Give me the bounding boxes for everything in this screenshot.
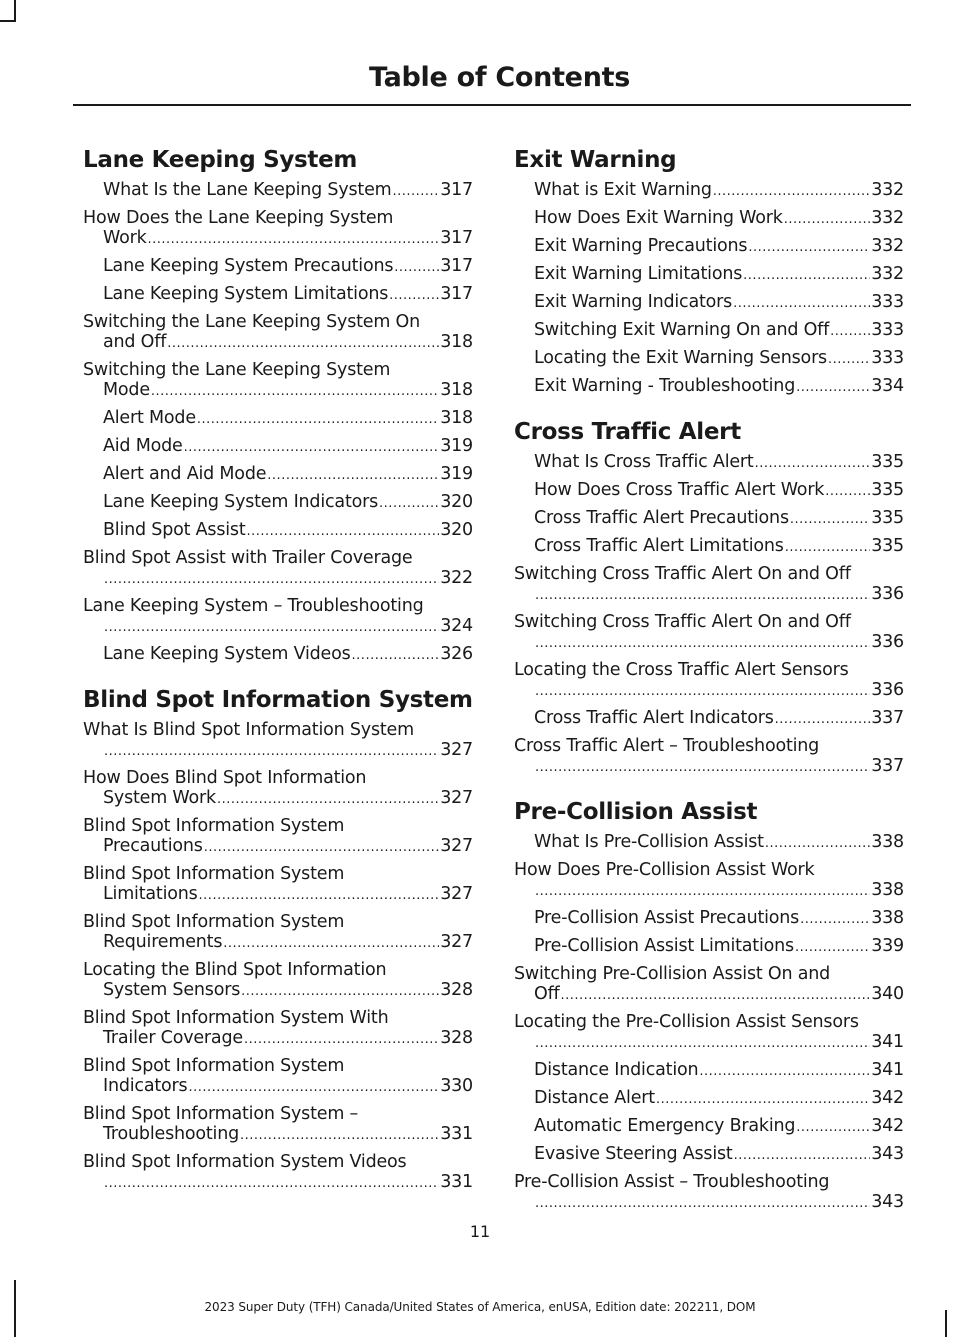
entry-page-number: 341 (871, 1032, 904, 1052)
toc-entry[interactable] (83, 596, 473, 638)
dot-leader (241, 982, 439, 1002)
entry-page-number: 318 (440, 408, 473, 428)
entry-page-number: 332 (871, 264, 904, 284)
entry-label: What Is Cross Traffic Alert (534, 452, 754, 472)
dot-leader (828, 350, 870, 370)
dot-leader (247, 522, 440, 542)
toc-entry[interactable] (514, 660, 904, 702)
entry-page-number: 331 (440, 1124, 473, 1144)
entry-label: Work (103, 228, 147, 248)
toc-entry[interactable] (514, 1172, 904, 1214)
entry-label: Lane Keeping System – Troubleshooting (83, 596, 424, 616)
entry-page-number: 328 (440, 1028, 473, 1048)
toc-entry[interactable] (514, 964, 904, 1006)
dot-leader (800, 910, 870, 930)
dot-leader (104, 618, 439, 638)
dot-leader (167, 334, 439, 354)
dot-leader (204, 838, 439, 858)
toc-entry[interactable] (514, 452, 904, 474)
entry-label: Blind Spot Information System (83, 816, 345, 836)
dot-leader (775, 710, 871, 730)
entry-page-number: 322 (440, 568, 473, 588)
entry-label: Switching Exit Warning On and Off (534, 320, 830, 340)
entry-page-number: 332 (871, 180, 904, 200)
entry-page-number: 324 (440, 616, 473, 636)
entry-label: How Does Pre-Collision Assist Work (514, 860, 815, 880)
page-number: 11 (469, 1222, 491, 1241)
dot-leader (825, 482, 870, 502)
entry-page-number: 339 (871, 936, 904, 956)
dot-leader (535, 682, 870, 702)
header-divider (73, 104, 911, 106)
toc-entry[interactable] (514, 936, 904, 958)
entry-page-number: 334 (871, 376, 904, 396)
entry-label: Requirements (103, 932, 223, 952)
toc-entry[interactable] (514, 208, 904, 230)
entry-label: Blind Spot Information System (83, 912, 345, 932)
entry-page-number: 337 (871, 708, 904, 728)
entry-page-number: 342 (871, 1088, 904, 1108)
entry-label: Trailer Coverage (103, 1028, 243, 1048)
toc-entry[interactable] (514, 348, 904, 370)
entry-label: Limitations (103, 884, 198, 904)
dot-leader (148, 230, 440, 250)
dot-leader (393, 182, 440, 202)
toc-entry[interactable] (83, 960, 473, 1002)
dot-leader (699, 1062, 870, 1082)
entry-page-number: 317 (440, 180, 473, 200)
entry-page-number: 338 (871, 832, 904, 852)
dot-leader (535, 586, 870, 606)
dot-leader (790, 510, 870, 530)
entry-page-number: 333 (871, 292, 904, 312)
entry-label: How Does the Lane Keeping System (83, 208, 394, 228)
entry-page-number: 317 (440, 228, 473, 248)
toc-entry[interactable] (514, 1144, 904, 1166)
entry-label: Lane Keeping System Precautions (103, 256, 394, 276)
entry-page-number: 341 (871, 1060, 904, 1080)
entry-label: Blind Spot Information System Videos (83, 1152, 407, 1172)
entry-page-number: 320 (440, 492, 473, 512)
entry-label: Exit Warning Limitations (534, 264, 743, 284)
crop-mark (14, 0, 16, 20)
entry-page-number: 332 (871, 236, 904, 256)
entry-label: Pre-Collision Assist Precautions (534, 908, 800, 928)
dot-leader (748, 238, 870, 258)
entry-label: Locating the Pre-Collision Assist Sensors (514, 1012, 859, 1032)
toc-entry[interactable] (514, 908, 904, 930)
entry-label: Precautions (103, 836, 203, 856)
entry-page-number: 327 (440, 740, 473, 760)
toc-entry[interactable] (83, 816, 473, 858)
dot-leader (217, 790, 439, 810)
entry-page-number: 327 (440, 932, 473, 952)
toc-entry[interactable] (83, 256, 473, 278)
dot-leader (394, 258, 439, 278)
toc-entry[interactable] (514, 612, 904, 654)
entry-page-number: 343 (871, 1144, 904, 1164)
dot-leader (535, 758, 870, 778)
dot-leader (561, 986, 871, 1006)
entry-label: and Off (103, 332, 167, 352)
entry-page-number: 327 (440, 836, 473, 856)
dot-leader (796, 1118, 870, 1138)
dot-leader (104, 742, 439, 762)
dot-leader (784, 210, 870, 230)
toc-section (83, 146, 473, 666)
entry-label: Locating the Exit Warning Sensors (534, 348, 827, 368)
entry-label: Pre-Collision Assist – Troubleshooting (514, 1172, 830, 1192)
toc-entry[interactable] (514, 736, 904, 778)
page-title: Table of Contents (368, 62, 630, 93)
toc-entry[interactable] (83, 312, 473, 354)
section-title: Cross Traffic Alert (514, 419, 741, 445)
entry-label: Lane Keeping System Limitations (103, 284, 389, 304)
entry-page-number: 338 (871, 880, 904, 900)
entry-label: Cross Traffic Alert Indicators (534, 708, 774, 728)
dot-leader (755, 454, 871, 474)
entry-page-number: 336 (871, 680, 904, 700)
dot-leader (379, 494, 439, 514)
entry-label: Lane Keeping System Indicators (103, 492, 379, 512)
entry-page-number: 333 (871, 348, 904, 368)
entry-page-number: 331 (440, 1172, 473, 1192)
toc-entry[interactable] (83, 1008, 473, 1050)
entry-label: Troubleshooting (103, 1124, 240, 1144)
toc-entry[interactable] (83, 912, 473, 954)
entry-label: Distance Alert (534, 1088, 655, 1108)
toc-entry[interactable] (83, 768, 473, 810)
dot-leader (104, 1174, 439, 1194)
section-title: Exit Warning (514, 147, 677, 173)
entry-label: Blind Spot Assist with Trailer Coverage (83, 548, 413, 568)
entry-label: Lane Keeping System Videos (103, 644, 351, 664)
toc-entry[interactable] (83, 464, 473, 486)
toc-entry[interactable] (83, 360, 473, 402)
toc-entry[interactable] (514, 1088, 904, 1110)
toc-entry[interactable] (514, 564, 904, 606)
entry-label: Switching the Lane Keeping System (83, 360, 391, 380)
entry-label: System Sensors (103, 980, 241, 1000)
toc-entry[interactable] (83, 720, 473, 762)
entry-page-number: 333 (871, 320, 904, 340)
entry-label: How Does Exit Warning Work (534, 208, 783, 228)
entry-label: Exit Warning Precautions (534, 236, 748, 256)
entry-page-number: 318 (440, 380, 473, 400)
dot-leader (733, 294, 870, 314)
entry-label: What Is the Lane Keeping System (103, 180, 392, 200)
dot-leader (535, 882, 870, 902)
entry-page-number: 320 (440, 520, 473, 540)
entry-label: How Does Blind Spot Information (83, 768, 367, 788)
toc-section (514, 146, 904, 398)
dot-leader (535, 634, 870, 654)
entry-page-number: 317 (440, 256, 473, 276)
entry-page-number: 318 (440, 332, 473, 352)
toc-entry[interactable] (514, 508, 904, 530)
toc-entry[interactable] (83, 1104, 473, 1146)
toc-entry[interactable] (83, 208, 473, 250)
dot-leader (197, 410, 439, 430)
entry-label: Exit Warning Indicators (534, 292, 733, 312)
entry-label: Evasive Steering Assist (534, 1144, 733, 1164)
toc-entry[interactable] (514, 376, 904, 398)
entry-page-number: 335 (871, 536, 904, 556)
entry-page-number: 328 (440, 980, 473, 1000)
entry-label: Automatic Emergency Braking (534, 1116, 796, 1136)
dot-leader (535, 1194, 870, 1214)
entry-label: Distance Indication (534, 1060, 699, 1080)
section-title: Blind Spot Information System (83, 687, 473, 713)
entry-page-number: 317 (440, 284, 473, 304)
crop-mark (0, 20, 16, 22)
toc-entry[interactable] (514, 832, 904, 854)
toc-entry[interactable] (83, 492, 473, 514)
crop-mark (945, 1310, 947, 1337)
dot-leader (796, 378, 870, 398)
entry-page-number: 332 (871, 208, 904, 228)
toc-entry[interactable] (83, 1056, 473, 1098)
dot-leader (244, 1030, 439, 1050)
entry-label: Blind Spot Information System – (83, 1104, 359, 1124)
section-title: Pre-Collision Assist (514, 799, 758, 825)
entry-page-number: 335 (871, 508, 904, 528)
entry-page-number: 335 (871, 480, 904, 500)
dot-leader (240, 1126, 439, 1146)
entry-page-number: 336 (871, 632, 904, 652)
entry-page-number: 336 (871, 584, 904, 604)
entry-page-number: 337 (871, 756, 904, 776)
dot-leader (656, 1090, 870, 1110)
dot-leader (535, 1034, 870, 1054)
toc-section (514, 418, 904, 778)
entry-label: Switching Cross Traffic Alert On and Off (514, 564, 851, 584)
entry-label: Switching the Lane Keeping System On (83, 312, 421, 332)
entry-label: Blind Spot Information System With (83, 1008, 389, 1028)
section-title: Lane Keeping System (83, 147, 358, 173)
toc-entry[interactable] (83, 644, 473, 666)
toc-entry[interactable] (514, 536, 904, 558)
entry-label: Cross Traffic Alert Precautions (534, 508, 789, 528)
dot-leader (199, 886, 440, 906)
dot-leader (389, 286, 439, 306)
toc-column-left (83, 146, 473, 1214)
toc-entry[interactable] (83, 520, 473, 542)
entry-label: Cross Traffic Alert Limitations (534, 536, 784, 556)
entry-page-number: 319 (440, 436, 473, 456)
toc-section (83, 686, 473, 1194)
entry-label: Locating the Blind Spot Information (83, 960, 387, 980)
toc-entry[interactable] (514, 1116, 904, 1138)
entry-label: Switching Cross Traffic Alert On and Off (514, 612, 851, 632)
entry-page-number: 343 (871, 1192, 904, 1212)
entry-label: What Is Pre-Collision Assist (534, 832, 764, 852)
toc-entry[interactable] (83, 180, 473, 202)
entry-label: Exit Warning - Troubleshooting (534, 376, 796, 396)
dot-leader (151, 382, 439, 402)
entry-page-number: 326 (440, 644, 473, 664)
footer-edition-text: 2023 Super Duty (TFH) Canada/United States of America, enUSA, Edition date: 202211, DOM (204, 1300, 756, 1314)
entry-label: Off (534, 984, 560, 1004)
dot-leader (765, 834, 870, 854)
toc-entry[interactable] (83, 1152, 473, 1194)
dot-leader (743, 266, 870, 286)
entry-label: Cross Traffic Alert – Troubleshooting (514, 736, 820, 756)
dot-leader (830, 322, 870, 342)
entry-label: Locating the Cross Traffic Alert Sensors (514, 660, 849, 680)
toc-entry[interactable] (83, 436, 473, 458)
toc-entry[interactable] (514, 180, 904, 202)
entry-label: Blind Spot Information System (83, 864, 345, 884)
toc-entry[interactable] (514, 480, 904, 502)
toc-entry[interactable] (514, 264, 904, 286)
toc-entry[interactable] (514, 320, 904, 342)
entry-page-number: 330 (440, 1076, 473, 1096)
toc-entry[interactable] (514, 292, 904, 314)
entry-page-number: 342 (871, 1116, 904, 1136)
entry-label: Pre-Collision Assist Limitations (534, 936, 794, 956)
toc-entry[interactable] (83, 284, 473, 306)
toc-entry[interactable] (514, 1012, 904, 1054)
entry-page-number: 319 (440, 464, 473, 484)
dot-leader (352, 646, 440, 666)
entry-page-number: 335 (871, 452, 904, 472)
entry-label: What is Exit Warning (534, 180, 712, 200)
dot-leader (713, 182, 870, 202)
dot-leader (267, 466, 439, 486)
entry-label: Blind Spot Assist (103, 520, 246, 540)
entry-label: Mode (103, 380, 150, 400)
entry-page-number: 327 (440, 788, 473, 808)
entry-label: Alert and Aid Mode (103, 464, 267, 484)
entry-label: Switching Pre-Collision Assist On and (514, 964, 831, 984)
toc-entry[interactable] (514, 860, 904, 902)
dot-leader (223, 934, 439, 954)
dot-leader (795, 938, 870, 958)
toc-entry[interactable] (514, 708, 904, 730)
toc-section (514, 798, 904, 1214)
toc-entry[interactable] (514, 236, 904, 258)
toc-entry[interactable] (83, 864, 473, 906)
dot-leader (734, 1146, 871, 1166)
entry-label: What Is Blind Spot Information System (83, 720, 414, 740)
toc-entry[interactable] (514, 1060, 904, 1082)
toc-entry[interactable] (83, 408, 473, 430)
entry-label: System Work (103, 788, 216, 808)
entry-page-number: 340 (871, 984, 904, 1004)
dot-leader (188, 1078, 439, 1098)
entry-label: How Does Cross Traffic Alert Work (534, 480, 825, 500)
entry-label: Alert Mode (103, 408, 196, 428)
dot-leader (184, 438, 440, 458)
toc-column-right (514, 146, 904, 1234)
dot-leader (104, 570, 439, 590)
entry-label: Indicators (103, 1076, 188, 1096)
entry-label: Aid Mode (103, 436, 183, 456)
entry-page-number: 338 (871, 908, 904, 928)
entry-label: Blind Spot Information System (83, 1056, 345, 1076)
toc-entry[interactable] (83, 548, 473, 590)
entry-page-number: 327 (440, 884, 473, 904)
dot-leader (785, 538, 870, 558)
